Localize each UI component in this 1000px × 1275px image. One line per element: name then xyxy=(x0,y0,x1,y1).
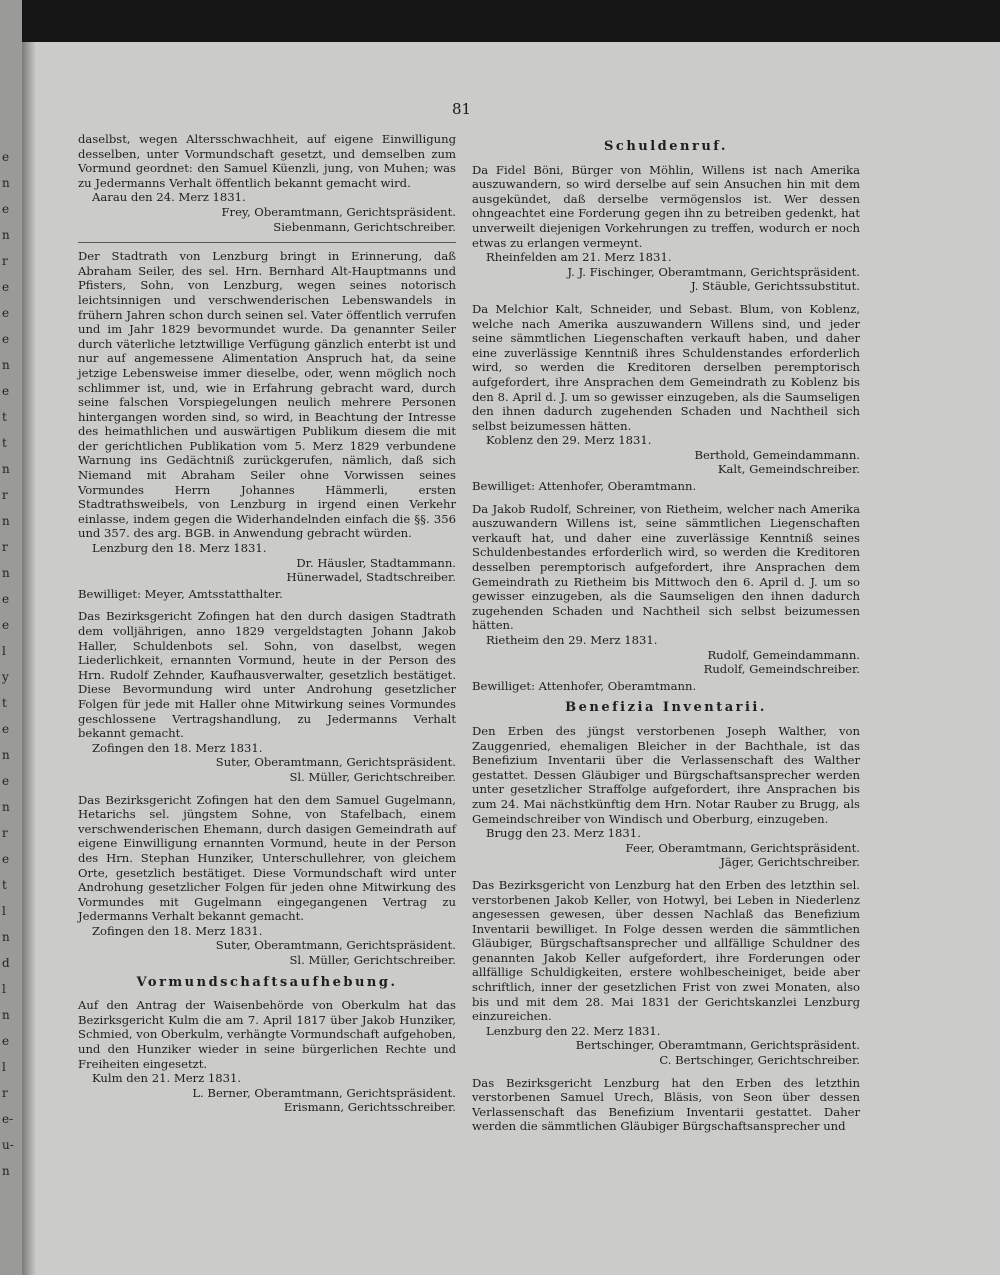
prev-page-fragment: n xyxy=(2,514,10,528)
notice-signature: Sl. Müller, Gerichtschreiber. xyxy=(289,769,456,784)
notice-signature: L. Berner, Oberamtmann, Gerichtspräsident. xyxy=(192,1085,456,1100)
prev-page-fragment: e xyxy=(2,150,10,164)
prev-page-fragment: e xyxy=(2,722,10,736)
prev-page-fragment: e xyxy=(2,618,10,632)
notice-entry xyxy=(78,132,456,234)
notice-dateline: Zofingen den 18. Merz 1831. xyxy=(92,740,263,755)
newspaper-page xyxy=(22,42,1000,1275)
notice-entry xyxy=(472,302,860,494)
prev-page-fragment: e xyxy=(2,1034,10,1048)
notice-entry xyxy=(472,1076,860,1134)
section-heading: Benefizia Inventarii. xyxy=(565,700,767,716)
notice-entry xyxy=(78,249,456,601)
notice-signature: Feer, Oberamtmann, Gerichtspräsident. xyxy=(625,840,860,855)
notice-entry xyxy=(472,502,860,694)
notice-signature: Dr. Häusler, Stadtammann. xyxy=(296,555,456,570)
prev-page-fragment: n xyxy=(2,176,10,190)
notice-dateline: Koblenz den 29. Merz 1831. xyxy=(486,433,652,448)
notice-signature: J. Stäuble, Gerichtssubstitut. xyxy=(690,279,860,294)
notice-body: Auf den Antrag der Waisenbehörde von Oberkulm hat das Bezirksgericht Kulm die am 7. April 1817 über Jakob Hunziker, Schmied, von Oberkulm, verhängte Vormundschaft aufgehoben, und den Hunziker wieder in seine bürgerlichen Rechte und Freiheiten eingesetzt. xyxy=(78,998,456,1071)
notice-body: Den Erben des jüngst verstorbenen Joseph Walther, von Zauggenried, ehemaligen Bleicher in der Bachthale, ist das Benefizium Inventarii über die Verlassenschaft des Walther gestattet. Dessen Gläubiger und Bürgschaftsansprecher werden unter gesetzlicher Straffolge aufgefordert, ihre Ansprachen bis zum 24. Mai nächstkünftig dem Hrn. Notar Rauber zu Brugg, als Gemeindschreiber von Windisch und Oberburg, einzugeben. xyxy=(472,723,860,826)
prev-page-fragment: r xyxy=(2,826,8,840)
notice-dateline: Kulm den 21. Merz 1831. xyxy=(92,1071,242,1086)
prev-page-fragment: n xyxy=(2,566,10,580)
prev-page-fragment: e xyxy=(2,280,10,294)
prev-page-fragment: t xyxy=(2,878,7,892)
notice-signature: Sl. Müller, Gerichtschreiber. xyxy=(289,953,456,968)
prev-page-fragment: n xyxy=(2,1164,10,1178)
prev-page-fragment: t xyxy=(2,410,7,424)
notice-entry xyxy=(472,140,860,294)
prev-page-fragment: n xyxy=(2,462,10,476)
notice-dateline: Rietheim den 29. Merz 1831. xyxy=(486,633,658,647)
notice-approval: Bewilliget: Attenhofer, Oberamtmann. xyxy=(472,678,697,693)
notice-dateline: Brugg den 23. Merz 1831. xyxy=(486,826,641,841)
prev-page-fragment: n xyxy=(2,800,10,814)
notice-signature: Siebenmann, Gerichtschreiber. xyxy=(273,219,456,234)
prev-page-fragment: t xyxy=(2,696,7,710)
notice-signature: Suter, Oberamtmann, Gerichtspräsident. xyxy=(215,755,456,770)
notice-entry xyxy=(78,976,456,1115)
notice-entry xyxy=(78,609,456,784)
notice-signature: Erismann, Gerichtsschreiber. xyxy=(283,1100,456,1115)
prev-page-fragment: n xyxy=(2,930,10,944)
notice-body: Das Bezirksgericht Lenzburg hat den Erben des letzthin verstorbenen Samuel Urech, Bläsis, von Seon über dessen Verlassenschaft das Benefizium Inventarii gestattet. Daher werden die sämmtlichen Gläubiger Bürgschaftsansprecher und xyxy=(472,1075,860,1134)
prev-page-fragment: e xyxy=(2,332,10,346)
prev-page-fragment: n xyxy=(2,358,10,372)
notice-body: Das Bezirksgericht Zofingen hat den dem Samuel Gugelmann, Hetarichs sel. jüngstem Sohne, von Stafelbach, einem verschwenderischen Ehemann, durch dasigen Gemeindrath auf eigene Einwilligung ernannten Vormund, heute in der Person des Hrn. Stephan Hunziker, Unterschullehrer, von gleichem Orte, gesetzlich bestätiget. Diese Vormundschaft wird unter Androhung gesetzlicher Folgen für jeden ohne Mitwirkung des Vormundes mit Gugelmann eingegangenen Vertrag zu Jedermanns Verhalt bekannt gemacht. xyxy=(78,792,456,924)
notice-approval: Bewilliget: Meyer, Amtsstatthalter. xyxy=(78,586,283,601)
prev-page-fragment: e xyxy=(2,852,10,866)
notice-body: Das Bezirksgericht von Lenzburg hat den Erben des letzthin sel. verstorbenen Jakob Keller, von Hotwyl, bei Leben in Niederlenz angesessen gewesen, über dessen Nachlaß das Benefizium Inventarii bewilliget. In Folge dessen werden die sämmtlichen Gläubiger, Bürgschaftsansprecher und allfällige Schuldner des genannten Jakob Keller aufgefordert, ihre Forderungen oder allfällige Schuldigkeiten, erstere wohlbescheiniget, beide aber schriftlich, inner der gesetzlichen Frist von zwei Monaten, also bis und mit dem 28. Mai 1831 der Gerichtskanzlei Lenzburg einzureichen. xyxy=(472,877,860,1024)
section-heading: Schuldenruf. xyxy=(604,139,728,154)
prev-page-fragment: e xyxy=(2,306,10,320)
notice-signature: Berthold, Gemeindammann. xyxy=(694,447,860,462)
notice-entry xyxy=(78,793,456,968)
notice-entry xyxy=(472,701,860,870)
previous-page-edge xyxy=(0,0,22,1275)
notice-approval: Bewilliget: Attenhofer, Oberamtmann. xyxy=(472,479,697,494)
notice-signature: C. Bertschinger, Gerichtschreiber. xyxy=(659,1053,860,1068)
notice-body: Der Stadtrath von Lenzburg bringt in Erinnerung, daß Abraham Seiler, des sel. Hrn. Bernhard Alt-Hauptmanns und Pfisters, Sohn, von Lenzburg, wegen seines notorisch leichtsinnigen und verschwenderischen Lebenswandels in frühern Jahren schon durch seinen sel. Vater öffentlich verrufen und im Jahr 1829 bevormundet wurde. Da genannter Seiler durch väterliche letztwillige Verfügung gänzlich enterbt ist und nur auf angemessene Alimentation Anspruch hat, da seine jetzige Lebensweise immer dieselbe, oder, wenn möglich noch schlimmer ist, und, wie in Erfahrung gebracht ward, durch seine falschen Vorspiegelungen neulich mehrere Personen hintergangen worden sind, so wird, in Beachtung der Intresse des heimathlichen und auswärtigen Publikum diesem die mit der gerichtlichen Publikation vom 5. Merz 1829 verbundene Warnung ins Gedächtniß zurückgerufen, nämlich, daß sich Niemand mit Abraham Seiler ohne Vorwissen seines Vormundes Herrn Johannes Hämmerli, ersten Stadtrathsweibels, von Lenzburg in irgend einen Verkehr einlasse, indem gegen die Widerhandelnden einfach die §§. 356 und 357. des arg. BGB. in Anwendung gebracht würden. xyxy=(78,249,456,541)
notice-body: Da Fidel Böni, Bürger von Möhlin, Willens ist nach Amerika auszuwandern, so wird derselbe auf sein Ansuchen hin mit dem ausgekündet, daß derselbe vermögenslos ist. Wer dessen ohngeachtet eine Forderung gegen ihn zu betreiben gedenkt, hat unverweilt diejenigen Vorkehrungen zu treffen, wodurch er noch etwas zu erlangen vermeynt. xyxy=(472,162,860,250)
divider xyxy=(78,242,456,243)
notice-signature: Hünerwadel, Stadtschreiber. xyxy=(286,570,456,585)
prev-page-fragment: u- xyxy=(2,1138,14,1152)
notice-signature: Kalt, Gemeindschreiber. xyxy=(717,462,860,477)
section-heading: Vormundschaftsaufhebung. xyxy=(136,974,398,990)
prev-page-fragment: y xyxy=(2,670,9,684)
notice-signature: Bertschinger, Oberamtmann, Gerichtspräsident. xyxy=(575,1038,860,1053)
notice-dateline: Zofingen den 18. Merz 1831. xyxy=(92,923,263,938)
notice-entry xyxy=(472,878,860,1068)
prev-page-fragment: l xyxy=(2,1060,6,1074)
notice-signature: J. J. Fischinger, Oberamtmann, Gerichtspräsident. xyxy=(567,264,860,279)
prev-page-fragment: e xyxy=(2,774,10,788)
notice-body: Das Bezirksgericht Zofingen hat den durch dasigen Stadtrath dem volljährigen, anno 1829 vergeldstagten Johann Jakob Haller, Schuldenbots sel. Sohn, von daselbst, wegen Liederlichkeit, ernannten Vormund, heute in der Person des Hrn. Rudolf Zehnder, Kaufhausverwalter, gesetzlich bestätiget. Diese Bevormundung wird unter Androhung gesetzlicher Folgen für jede mit Haller ohne Mitwirkung seines Vormundes geschlossene Vertragshandlung, zu Jedermanns Verhalt bekannt gemacht. xyxy=(78,609,456,741)
prev-page-fragment: t xyxy=(2,436,7,450)
notice-body: Da Melchior Kalt, Schneider, und Sebast. Blum, von Koblenz, welche nach Amerika auszuwandern Willens sind, und jeder seine sämmtlichen Liegenschaften verkauft haben, und daher eine zuverlässige Kenntniß ihres Schuldenstandes erforderlich wird, so werden die Kreditoren derselben peremptorisch aufgefordert, ihre Ansprachen dem Gemeindrath zu Koblenz bis den 8. April d. J. um so gewisser einzugeben, als die Saumseligen den ihnen dadurch zugehenden Schaden und Nachtheil sich selbst beizumessen hätten. xyxy=(472,301,860,433)
notice-body: daselbst, wegen Altersschwachheit, auf eigene Einwilligung desselben, unter Vormundschaft gesetzt, und demselben zum Vormund geordnet: den Samuel Küenzli, jung, von Muhen; was zu Jedermanns Verhalt öffentlich bekannt gemacht wird. xyxy=(78,132,456,190)
prev-page-fragment: e xyxy=(2,202,10,216)
page-number: 81 xyxy=(452,100,472,118)
prev-page-fragment: r xyxy=(2,488,8,502)
prev-page-fragment: l xyxy=(2,904,6,918)
prev-page-fragment: n xyxy=(2,1008,10,1022)
notice-dateline: Aarau den 24. Merz 1831. xyxy=(92,190,246,205)
notice-dateline: Lenzburg den 22. Merz 1831. xyxy=(486,1023,661,1038)
notice-signature: Rudolf, Gemeindammann. xyxy=(707,647,860,662)
notice-signature: Frey, Oberamtmann, Gerichtspräsident. xyxy=(221,204,456,219)
prev-page-fragment: e- xyxy=(2,1112,14,1126)
notice-dateline: Rheinfelden am 21. Merz 1831. xyxy=(486,250,672,265)
notice-signature: Suter, Oberamtmann, Gerichtspräsident. xyxy=(215,938,456,953)
prev-page-fragment: r xyxy=(2,540,8,554)
prev-page-fragment: r xyxy=(2,1086,8,1100)
notice-body: Da Jakob Rudolf, Schreiner, von Rietheim, welcher nach Amerika auszuwandern Willens ist, seine sämmtlichen Liegenschaften verkauft hat, und daher eine zuverlässige Kenntniß seines Schuldenbestandes erforderlich wird, so werden die Kreditoren desselben peremptorisch aufgefordert, ihre Ansprachen dem Gemeindrath zu Rietheim bis Mittwoch den 6. April d. J. um so gewisser einzugeben, als die Saumseligen den ihnen dadurch zugehenden Schaden und Nachtheil sich selbst beizumessen hätten. xyxy=(472,501,860,633)
prev-page-fragment: e xyxy=(2,384,10,398)
notice-dateline: Lenzburg den 18. Merz 1831. xyxy=(92,541,267,556)
notice-signature: Rudolf, Gemeindschreiber. xyxy=(703,662,860,677)
left-column xyxy=(78,132,456,1123)
prev-page-fragment: e xyxy=(2,592,10,606)
right-column xyxy=(472,132,860,1142)
prev-page-fragment: n xyxy=(2,228,10,242)
prev-page-fragment: d xyxy=(2,956,10,970)
prev-page-fragment: r xyxy=(2,254,8,268)
notice-signature: Jäger, Gerichtschreiber. xyxy=(720,855,860,870)
prev-page-fragment: l xyxy=(2,982,6,996)
prev-page-fragment: n xyxy=(2,748,10,762)
prev-page-fragment: l xyxy=(2,644,6,658)
